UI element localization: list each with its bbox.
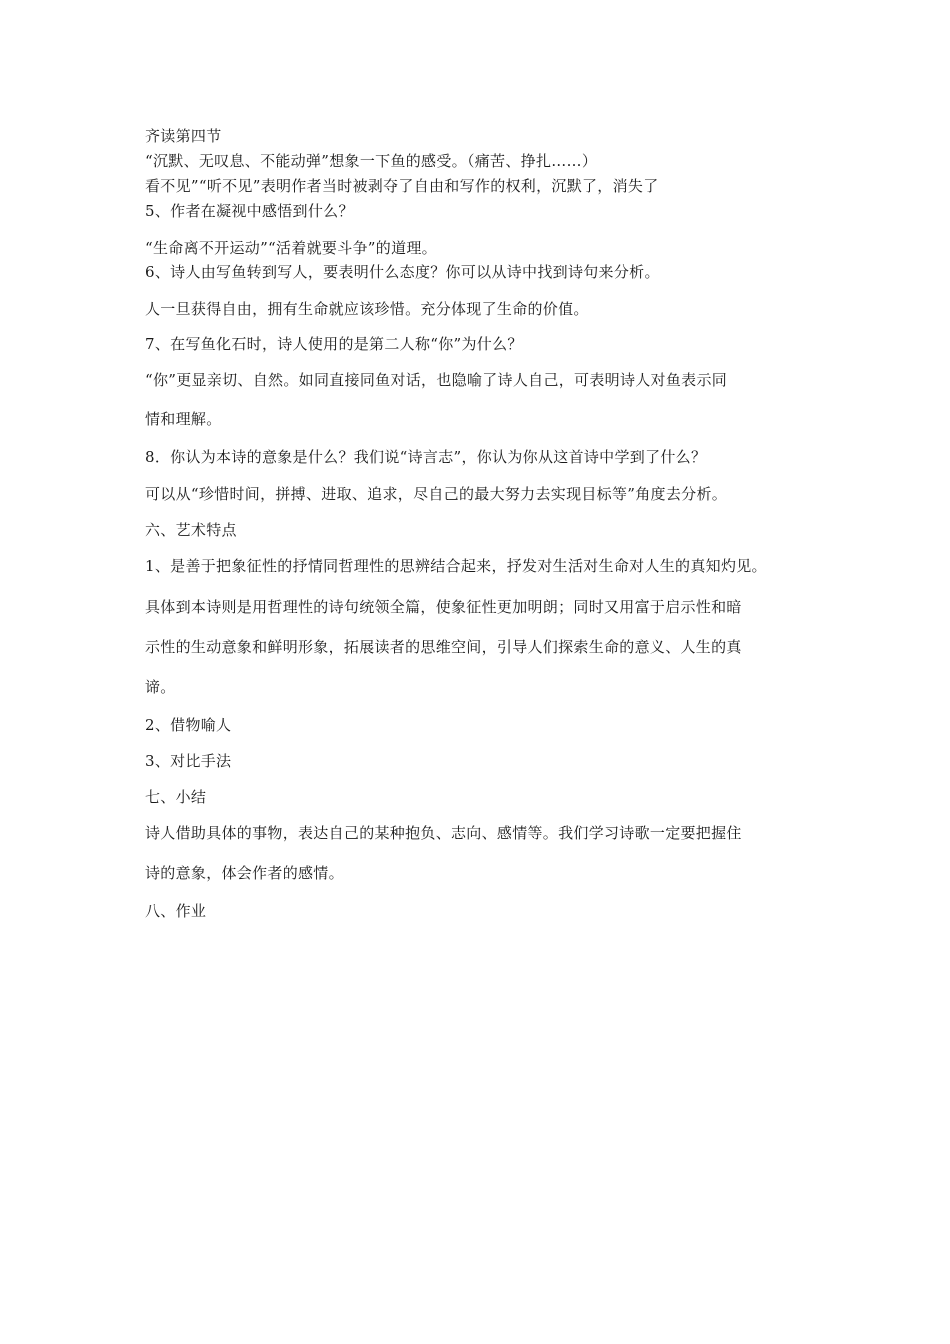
art-feature-1-line-2: 具体到本诗则是用哲理性的诗句统领全篇，使象征性更加明朗；同时又用富于启示性和暗 <box>145 598 742 616</box>
art-feature-2: 2、借物喻人 <box>145 716 232 734</box>
summary-line-2: 诗的意象，体会作者的感情。 <box>145 864 344 882</box>
section-heading-summary: 七、小结 <box>145 788 207 806</box>
text-line-deprived-freedom: 看不见”“听不见”表明作者当时被剥夺了自由和写作的权利，沉默了，消失了 <box>145 177 659 195</box>
art-feature-1-line-1: 1、是善于把象征性的抒情同哲理性的思辨结合起来，抒发对生活对生命对人生的真知灼见。 <box>145 557 767 575</box>
question-5: 5、作者在凝视中感悟到什么？ <box>145 202 354 220</box>
answer-7-line-1: “你”更显亲切、自然。如同直接同鱼对话，也隐喻了诗人自己，可表明诗人对鱼表示同 <box>145 371 728 389</box>
art-feature-1-line-3: 示性的生动意象和鲜明形象，拓展读者的思维空间，引导人们探索生命的意义、人生的真 <box>145 638 742 656</box>
question-6: 6、诗人由写鱼转到写人，要表明什么态度？你可以从诗中找到诗句来分析。 <box>145 263 660 281</box>
question-7: 7、在写鱼化石时，诗人使用的是第二人称“你”为什么？ <box>145 335 523 353</box>
section-heading-homework: 八、作业 <box>145 902 207 920</box>
art-feature-1-line-4: 谛。 <box>145 678 176 696</box>
question-8: 8．你认为本诗的意象是什么？我们说“诗言志”，你认为你从这首诗中学到了什么？ <box>145 448 707 466</box>
section-heading-art-features: 六、艺术特点 <box>145 521 237 539</box>
answer-8: 可以从“珍惜时间，拼搏、进取、追求，尽自己的最大努力去实现目标等”角度去分析。 <box>145 485 728 503</box>
text-line-heading-read-fourth-section: 齐读第四节 <box>145 127 222 145</box>
summary-line-1: 诗人借助具体的事物，表达自己的某种抱负、志向、感情等。我们学习诗歌一定要把握住 <box>145 824 742 842</box>
answer-6: 人一旦获得自由，拥有生命就应该珍惜。充分体现了生命的价值。 <box>145 300 589 318</box>
answer-7-line-2: 情和理解。 <box>145 410 222 428</box>
text-line-fish-feeling: “沉默、无叹息、不能动弹”想象一下鱼的感受。（痛苦、挣扎……） <box>145 152 598 170</box>
answer-5: “生命离不开运动”“活着就要斗争”的道理。 <box>145 239 437 257</box>
art-feature-3: 3、对比手法 <box>145 752 232 770</box>
